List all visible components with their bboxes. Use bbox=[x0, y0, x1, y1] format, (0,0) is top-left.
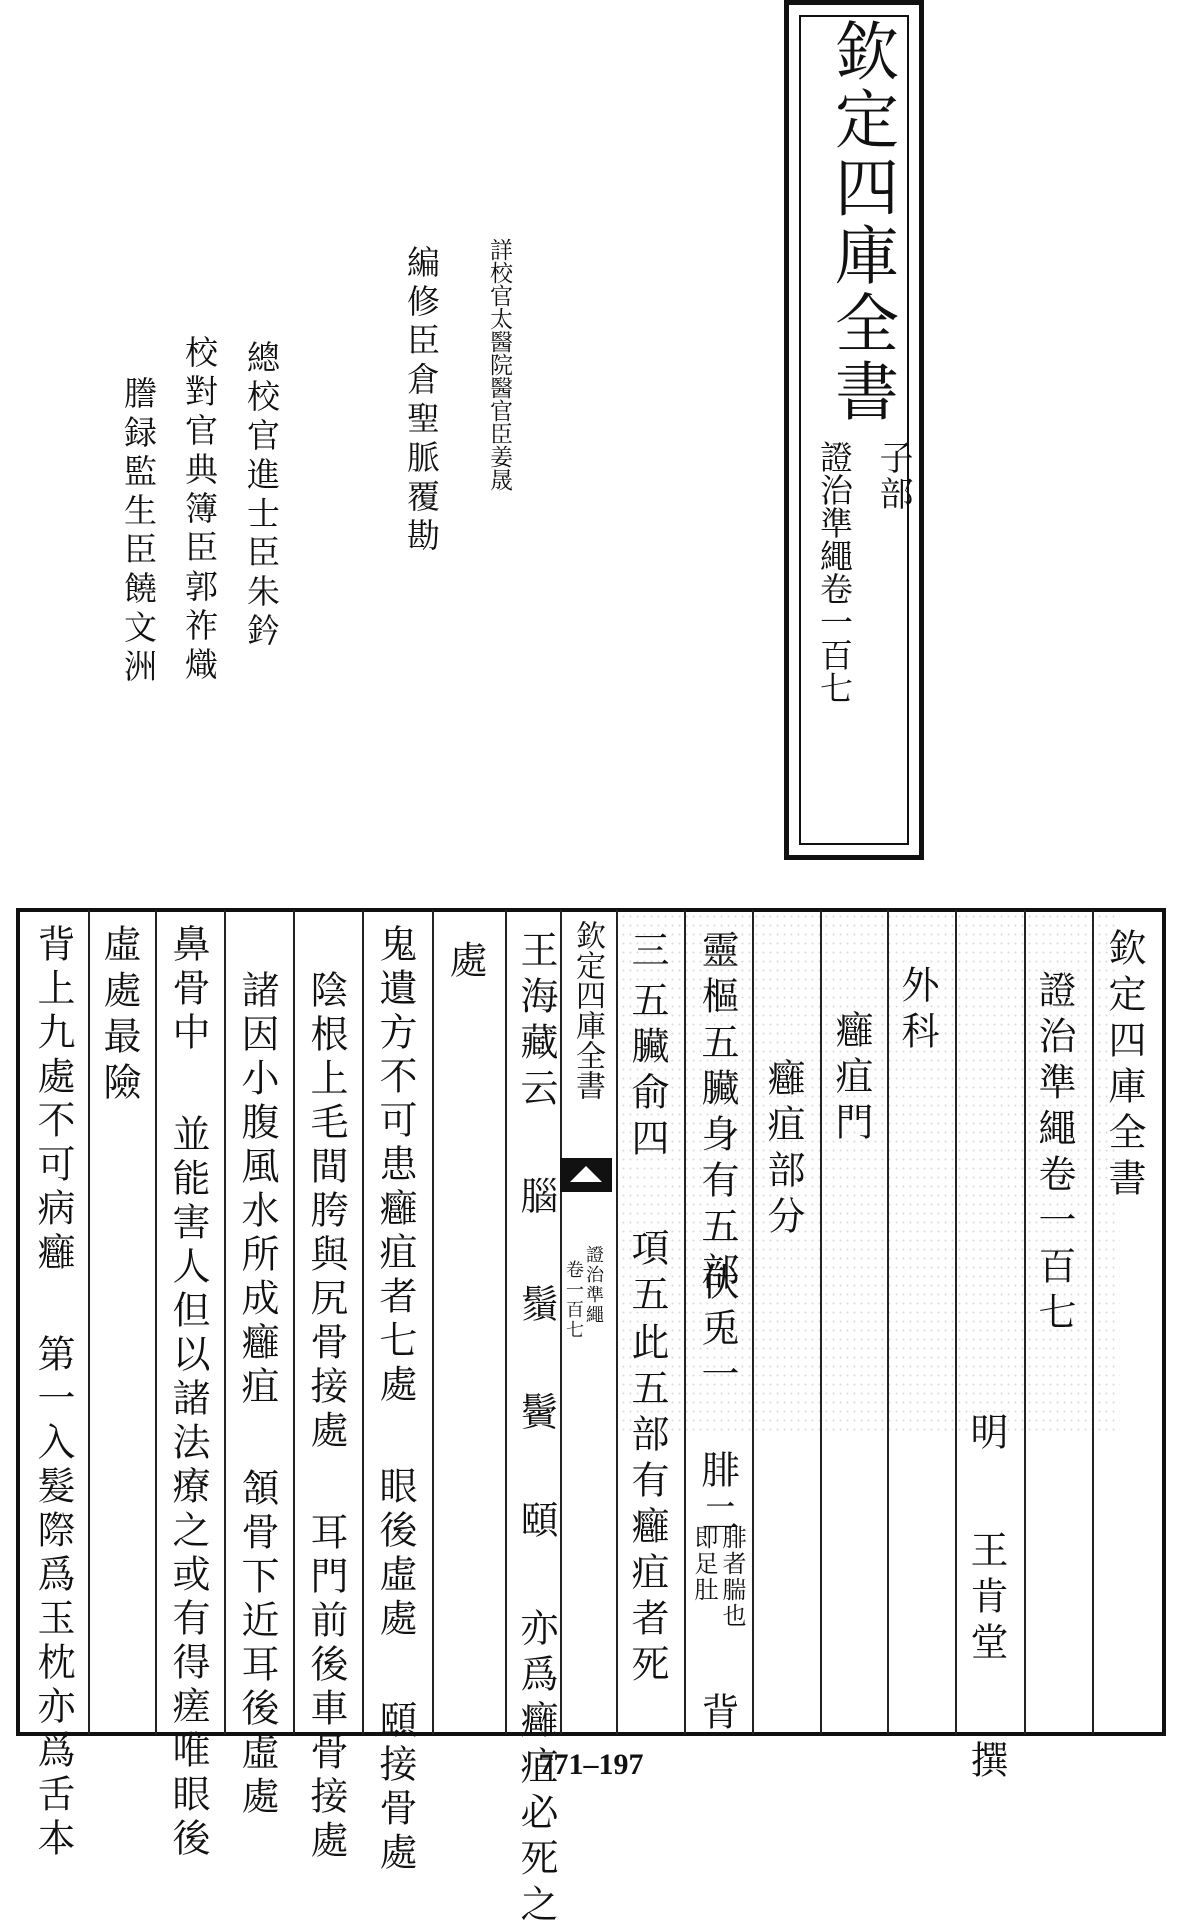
credit-zongjiao: 總校官進士臣朱鈐 bbox=[242, 340, 281, 652]
text-col-15: 虛處最險 bbox=[97, 924, 141, 1108]
text-col-8b: 五臟俞四 bbox=[625, 980, 669, 1164]
column-rule bbox=[505, 910, 507, 1734]
column-rule bbox=[616, 910, 618, 1734]
text-col-5: 癰疽門 bbox=[829, 1010, 873, 1148]
text-col-11: 鬼遺方不可患癰疽者七處 眼後虛處 頤接骨處 bbox=[373, 924, 417, 1876]
credit-bianxiu: 編修臣倉聖脈覆勘 bbox=[402, 245, 441, 557]
fold-vol-left: 卷一百七 bbox=[563, 1260, 584, 1340]
text-col-2: 證治準繩卷一百七 bbox=[1032, 970, 1076, 1338]
text-col-8d: 此五部有癰疽者死 bbox=[625, 1322, 669, 1690]
volume-title: 證治準繩卷一百七 bbox=[815, 440, 854, 704]
column-rule bbox=[293, 910, 295, 1734]
fishtail-notch bbox=[570, 1166, 602, 1182]
text-col-7a: 靈樞五臟身有五部 bbox=[695, 930, 739, 1298]
text-col-8a: 三 bbox=[625, 930, 669, 976]
text-col-8c: 項五 bbox=[625, 1228, 669, 1320]
column-rule bbox=[155, 910, 157, 1734]
column-rule bbox=[887, 910, 889, 1734]
fold-title: 欽定四庫全書 bbox=[570, 920, 605, 1100]
credit-xiangjiao: 詳校官太醫院醫官臣姜晟 bbox=[486, 238, 512, 491]
main-title: 欽定四庫全書 bbox=[824, 18, 898, 426]
text-col-1: 欽定四庫全書 bbox=[1102, 928, 1146, 1204]
text-col-9: 王海藏云 腦 鬚 鬢 頤 亦爲癰疽必死之 bbox=[514, 930, 558, 1930]
page-number: 771–197 bbox=[538, 1748, 644, 1781]
column-rule bbox=[684, 910, 686, 1734]
column-rule bbox=[1092, 910, 1094, 1734]
column-rule bbox=[752, 910, 754, 1734]
column-rule bbox=[88, 910, 90, 1734]
text-col-13: 諸因小腹風水所成癰疽 頷骨下近耳後虛處 bbox=[235, 970, 279, 1820]
column-rule bbox=[432, 910, 434, 1734]
column-rule bbox=[820, 910, 822, 1734]
author-line: 明 王肯堂 撰 bbox=[964, 1412, 1008, 1786]
text-col-7e: 背 bbox=[695, 1692, 739, 1738]
text-col-12: 陰根上毛間胯與尻骨接處 耳門前後車骨接處 bbox=[304, 970, 348, 1864]
text-col-7b: 伏兎一 bbox=[695, 1262, 739, 1400]
note-7-left: 即足肚 bbox=[690, 1525, 718, 1603]
text-col-16: 背上九處不可病癰 第一入髮際爲玉枕亦爲舌本 bbox=[31, 924, 75, 1862]
text-col-14: 鼻骨中 並能害人但以諸法療之或有得瘥唯眼後 bbox=[166, 924, 210, 1862]
text-col-10: 處 bbox=[443, 940, 487, 986]
column-rule bbox=[224, 910, 226, 1734]
column-rule bbox=[362, 910, 364, 1734]
column-rule bbox=[1024, 910, 1026, 1734]
column-rule bbox=[955, 910, 957, 1734]
credit-tenglu: 謄録監生臣饒文洲 bbox=[119, 376, 158, 688]
column-rule bbox=[560, 910, 562, 1734]
text-col-4: 外科 bbox=[895, 965, 939, 1057]
text-col-7c: 腓二 bbox=[695, 1450, 739, 1542]
fold-vol-right: 證治準繩 bbox=[583, 1245, 604, 1325]
credit-jiaodui: 校對官典簿臣郭祚熾 bbox=[180, 335, 219, 686]
text-col-6: 癰疽部分 bbox=[761, 1058, 805, 1242]
note-7-right: 腓者腨也 bbox=[718, 1525, 746, 1629]
section-label: 子部 bbox=[873, 440, 913, 512]
